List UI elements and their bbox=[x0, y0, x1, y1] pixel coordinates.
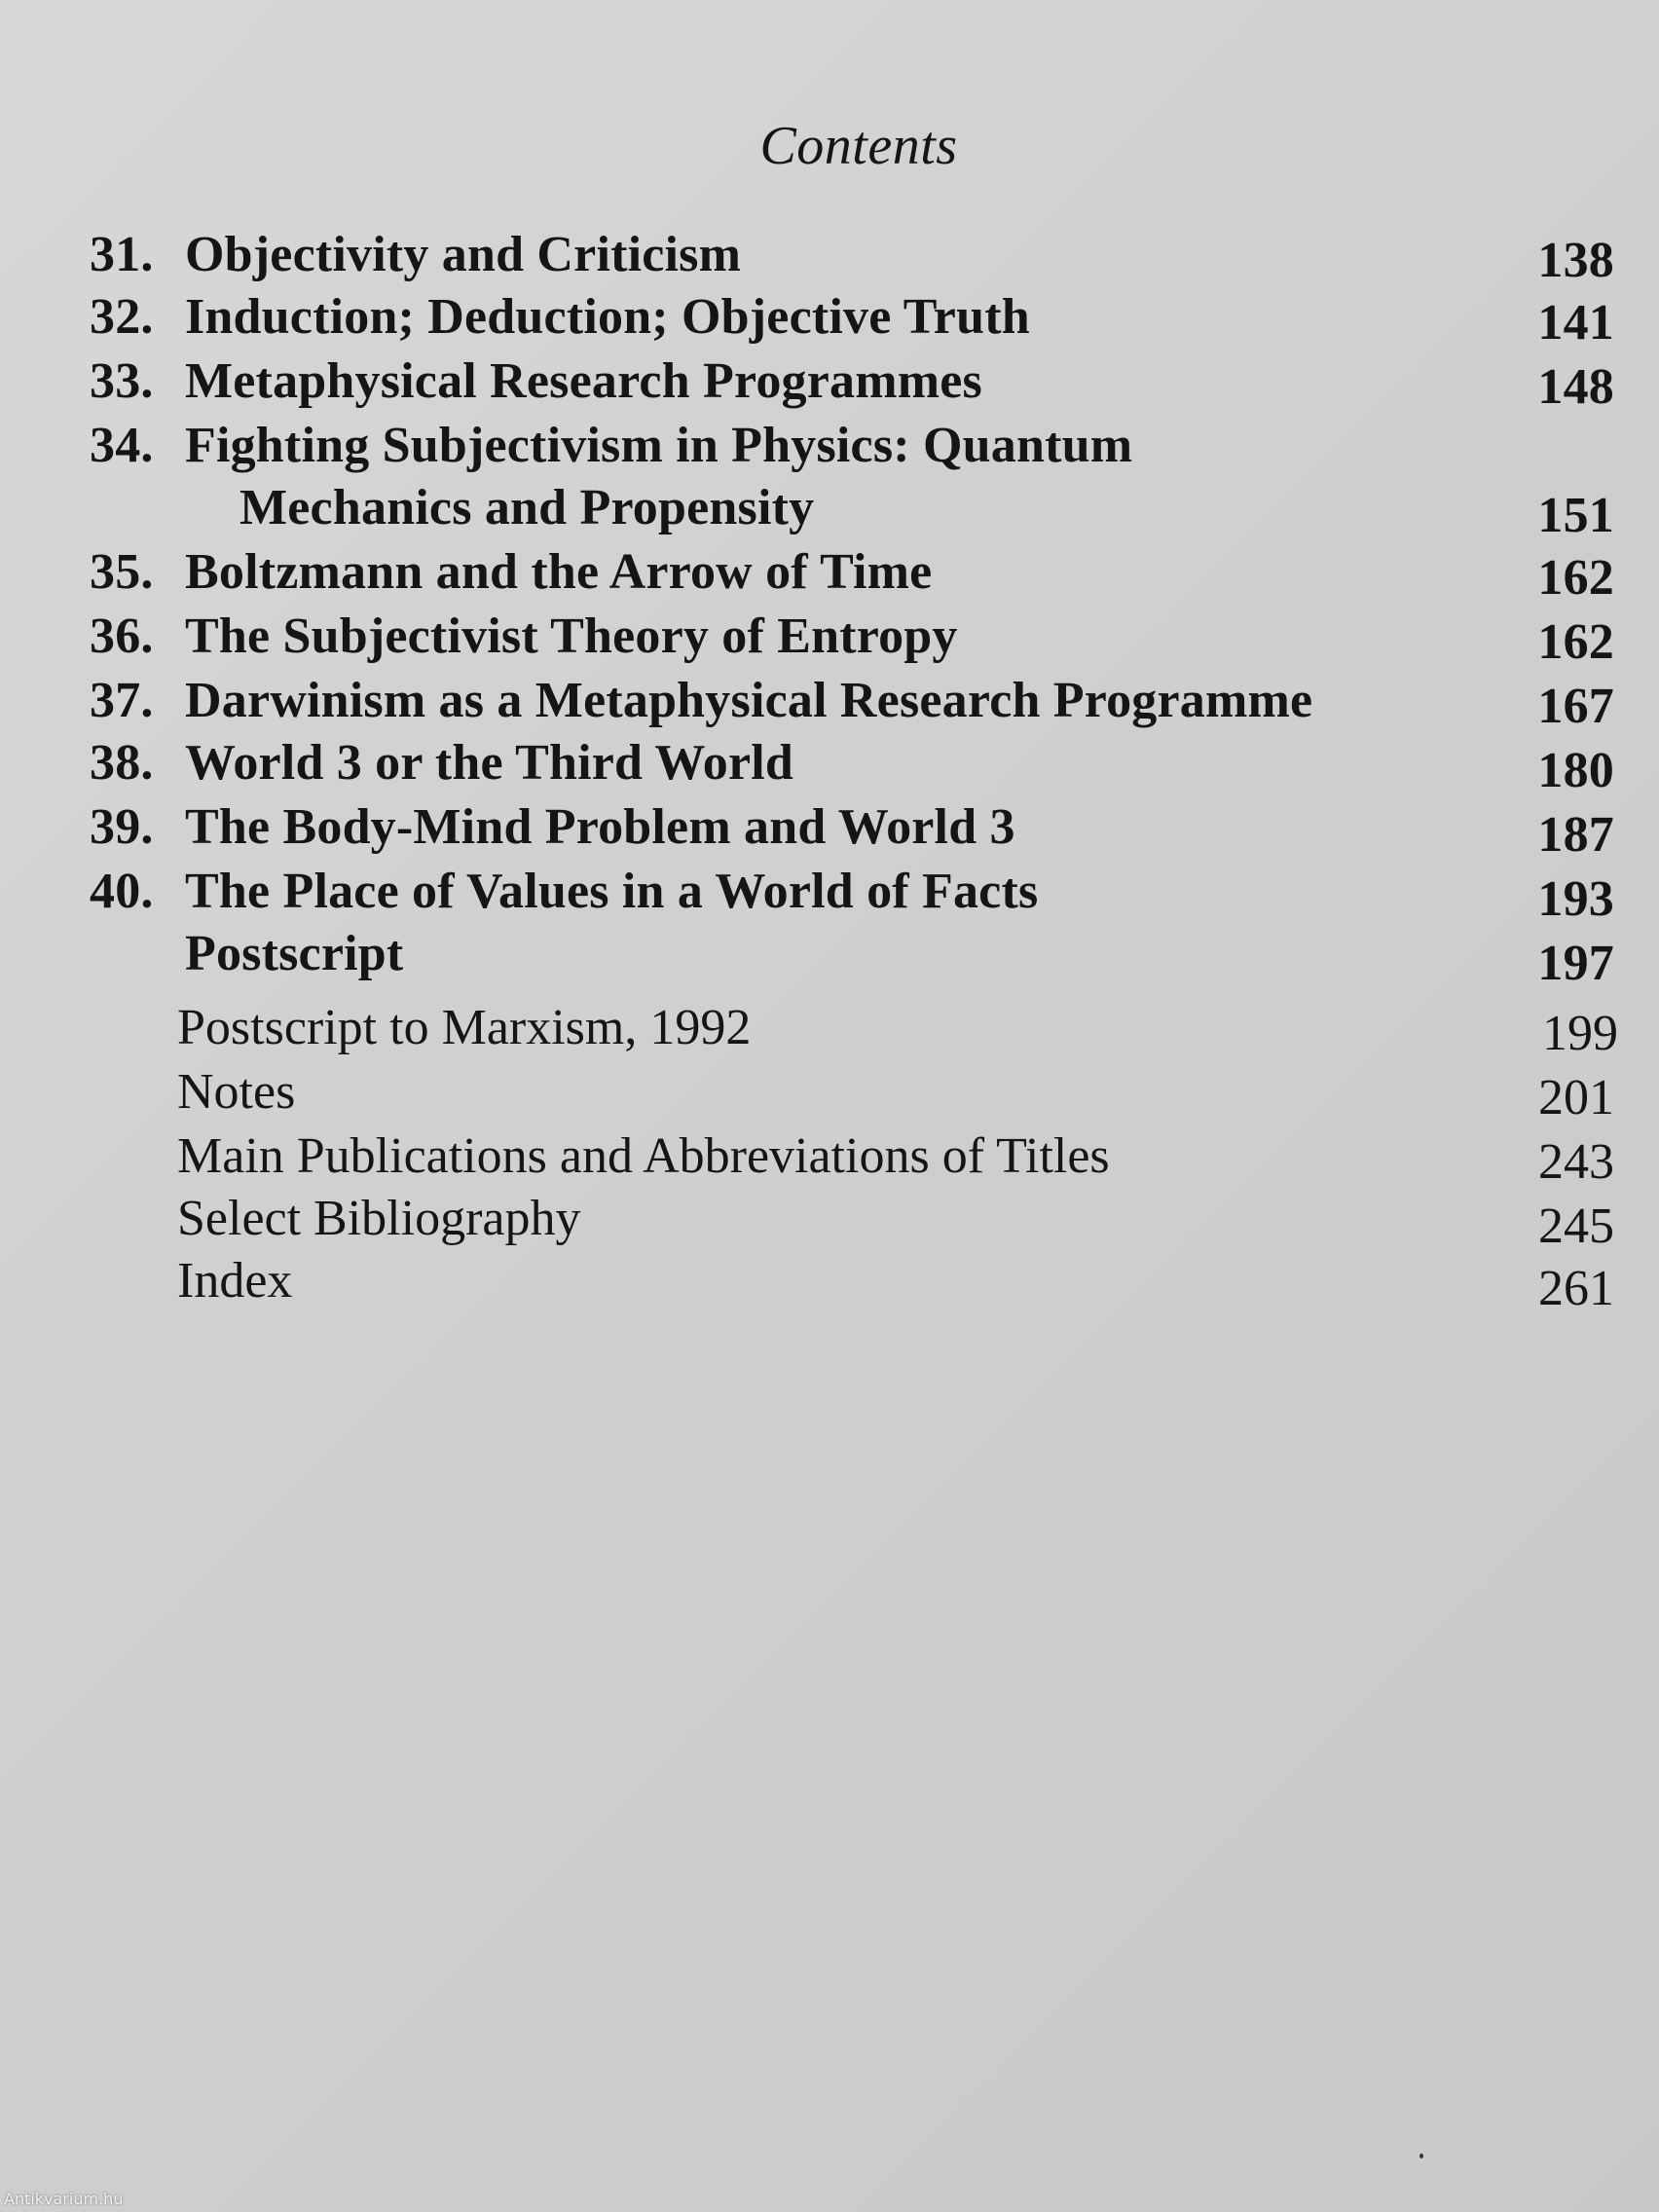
toc-entry-postscript-to-marxism bbox=[0, 999, 1659, 1063]
entry-page: 193 bbox=[1537, 871, 1614, 927]
toc-entry-35 bbox=[0, 543, 1659, 608]
toc-entry-38 bbox=[0, 734, 1659, 798]
entry-number: 36. bbox=[90, 608, 154, 664]
entry-page: 197 bbox=[1537, 936, 1614, 991]
entry-title: Notes bbox=[177, 1064, 296, 1120]
entry-page: 162 bbox=[1537, 550, 1614, 606]
entry-title: Fighting Subjectivism in Physics: Quantum bbox=[185, 418, 1133, 473]
entry-title: Darwinism as a Metaphysical Research Programme bbox=[185, 673, 1313, 728]
toc-entry-index bbox=[0, 1252, 1659, 1316]
entry-number: 31. bbox=[90, 227, 154, 282]
entry-page: 167 bbox=[1537, 679, 1614, 734]
entry-title: World 3 or the Third World bbox=[185, 735, 793, 791]
toc-entry-34 bbox=[0, 417, 1659, 481]
entry-page: 138 bbox=[1537, 233, 1614, 288]
entry-number: 35. bbox=[90, 544, 154, 600]
entry-number: 33. bbox=[90, 353, 154, 409]
entry-page: 245 bbox=[1538, 1198, 1614, 1254]
entry-title: Postscript to Marxism, 1992 bbox=[177, 1000, 752, 1055]
entry-number: 32. bbox=[90, 289, 154, 345]
watermark-text: Antikvarium.hu bbox=[4, 2190, 124, 2208]
paper-speck bbox=[1419, 2154, 1423, 2158]
toc-entry-31 bbox=[0, 226, 1659, 290]
entry-title: Index bbox=[177, 1253, 293, 1309]
toc-entry-main-publications bbox=[0, 1127, 1659, 1192]
entry-page: 151 bbox=[1537, 488, 1614, 543]
entry-page: 180 bbox=[1537, 743, 1614, 798]
toc-entry-33 bbox=[0, 352, 1659, 417]
entry-page: 141 bbox=[1537, 295, 1614, 350]
entry-number: 34. bbox=[90, 418, 154, 473]
toc-entry-40 bbox=[0, 863, 1659, 927]
toc-entry-32 bbox=[0, 288, 1659, 352]
entry-number: 38. bbox=[90, 735, 154, 791]
entry-number: 37. bbox=[90, 673, 154, 728]
entry-number: 40. bbox=[90, 864, 154, 919]
contents-heading: Contents bbox=[759, 116, 958, 176]
toc-entry-39 bbox=[0, 798, 1659, 863]
entry-page: 243 bbox=[1538, 1134, 1614, 1190]
entry-number: 39. bbox=[90, 799, 154, 855]
entry-title: The Place of Values in a World of Facts bbox=[185, 864, 1039, 919]
entry-page: 148 bbox=[1537, 359, 1614, 415]
entry-page: 261 bbox=[1538, 1261, 1614, 1316]
entry-title: Main Publications and Abbreviations of Titles bbox=[177, 1128, 1110, 1184]
entry-page: 199 bbox=[1542, 1006, 1618, 1061]
entry-page: 187 bbox=[1537, 807, 1614, 863]
toc-entry-notes bbox=[0, 1063, 1659, 1127]
toc-entry-postscript bbox=[0, 925, 1659, 989]
entry-title: The Subjectivist Theory of Entropy bbox=[185, 608, 958, 664]
entry-page: 162 bbox=[1537, 614, 1614, 670]
entry-title-continuation: Mechanics and Propensity bbox=[240, 480, 815, 535]
entry-title: Induction; Deduction; Objective Truth bbox=[185, 289, 1030, 345]
toc-entry-select-bibliography bbox=[0, 1190, 1659, 1254]
entry-title: Objectivity and Criticism bbox=[185, 227, 742, 282]
entry-page: 201 bbox=[1538, 1070, 1614, 1125]
toc-entry-37 bbox=[0, 672, 1659, 736]
entry-title: Metaphysical Research Programmes bbox=[185, 353, 982, 409]
toc-entry-36 bbox=[0, 608, 1659, 672]
toc-entry-34-continuation bbox=[0, 479, 1659, 543]
entry-title: Postscript bbox=[185, 926, 404, 981]
entry-title: Boltzmann and the Arrow of Time bbox=[185, 544, 933, 600]
entry-title: The Body-Mind Problem and World 3 bbox=[185, 799, 1015, 855]
entry-title: Select Bibliography bbox=[177, 1191, 581, 1246]
